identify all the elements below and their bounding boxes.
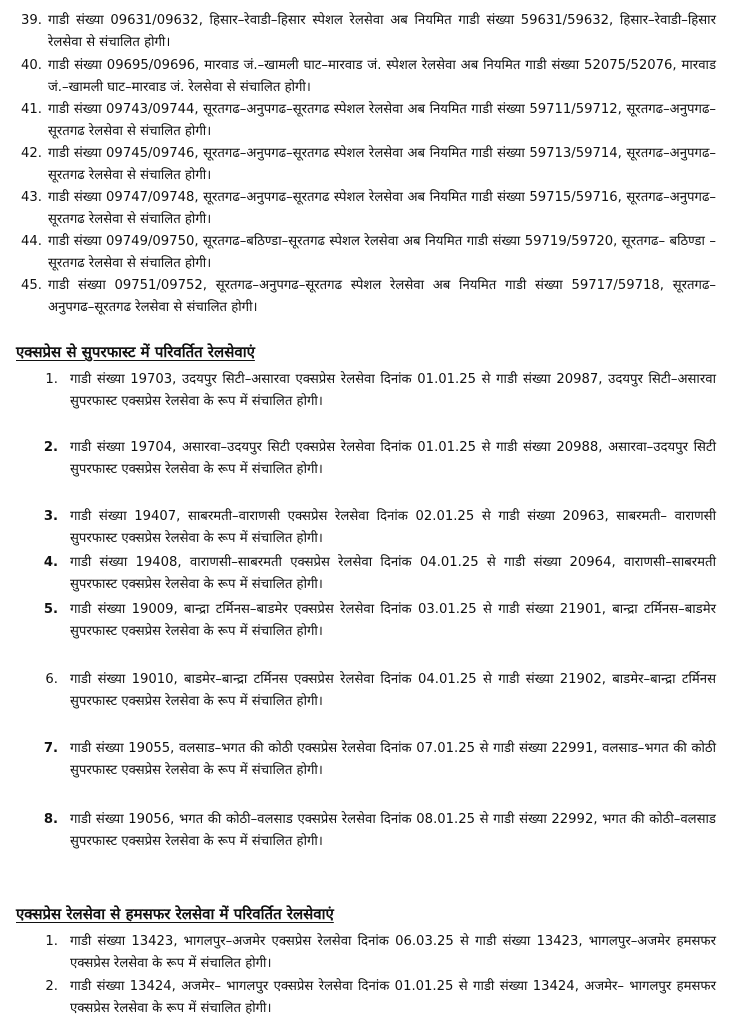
item-number: 42. bbox=[21, 146, 42, 161]
item-number: 40. bbox=[21, 58, 42, 73]
item-number: 2. bbox=[45, 979, 58, 994]
item-text: गाडी संख्या 09631/09632, हिसार–रेवाडी–हिसार स्पेशल रेलसेवा अब नियमित गाडी संख्या 59631/59632, हिसार–रेवाडी–हिसार रेलसेवा से संचालित होगी। bbox=[48, 13, 716, 50]
item-text: गाडी संख्या 09749/09750, सूरतगढ–बठिण्डा–सूरतगढ स्पेशल रेलसेवा अब नियमित गाडी संख्या 59719/59720, सूरतगढ– बठिण्डा –सूरतगढ रेलसेवा से संचालित होगी। bbox=[48, 234, 716, 271]
section-heading-superfast: एक्सप्रेस से सुपरफास्ट में परिवर्तित रेलसेवाएं bbox=[16, 343, 255, 361]
item-number: 43. bbox=[21, 190, 42, 205]
item-number: 39. bbox=[21, 13, 42, 28]
item-text: गाडी संख्या 09743/09744, सूरतगढ–अनुपगढ–सूरतगढ स्पेशल रेलसेवा अब नियमित गाडी संख्या 59711/59712, सूरतगढ–अनुपगढ–सूरतगढ रेलसेवा से संचालित होगी। bbox=[48, 102, 716, 139]
item-number: 7. bbox=[43, 741, 58, 756]
item-number: 4. bbox=[43, 555, 58, 570]
item-text: गाडी संख्या 09745/09746, सूरतगढ–अनुपगढ–सूरतगढ स्पेशल रेलसेवा अब नियमित गाडी संख्या 59713/59714, सूरतगढ–अनुपगढ–सूरतगढ रेलसेवा से संचालित होगी। bbox=[48, 146, 716, 183]
item-number: 45. bbox=[21, 278, 42, 293]
item-text: गाडी संख्या 19010, बाडमेर–बान्द्रा टर्मिनस एक्सप्रेस रेलसेवा दिनांक 04.01.25 से गाडी संख्या 21902, बाडमेर–बान्द्रा टर्मिनस सुपरफास्ट एक्सप्रेस रेलसेवा के रूप में संचालित होगी। bbox=[70, 672, 716, 709]
item-text: गाडी संख्या 19055, वलसाड–भगत की कोठी एक्सप्रेस रेलसेवा दिनांक 07.01.25 से गाडी संख्या 22991, वलसाड–भगत की कोठी सुपरफास्ट एक्सप्रेस रेलसेवा के रूप में संचालित होगी। bbox=[70, 741, 716, 778]
item-number: 6. bbox=[45, 672, 58, 687]
item-number: 8. bbox=[43, 812, 58, 827]
item-number: 44. bbox=[21, 234, 42, 249]
item-text: गाडी संख्या 19009, बान्द्रा टर्मिनस–बाडमेर एक्सप्रेस रेलसेवा दिनांक 03.01.25 से गाडी संख्या 21901, बान्द्रा टर्मिनस–बाडमेर सुपरफास्ट एक्सप्रेस रेलसेवा के रूप में संचालित होगी। bbox=[70, 602, 716, 639]
item-text: गाडी संख्या 19703, उदयपुर सिटी–असारवा एक्सप्रेस रेलसेवा दिनांक 01.01.25 से गाडी संख्या 20987, उदयपुर सिटी–असारवा सुपरफास्ट एक्सप्रेस रेलसेवा के रूप में संचालित होगी। bbox=[70, 372, 716, 409]
item-text: गाडी संख्या 13423, भागलपुर–अजमेर एक्सप्रेस रेलसेवा दिनांक 06.03.25 से गाडी संख्या 13423, भागलपुर–अजमेर हमसफर एक्सप्रेस रेलसेवा के रूप में संचालित होगी। bbox=[70, 934, 716, 971]
item-number: 3. bbox=[43, 509, 58, 524]
item-number: 5. bbox=[43, 602, 58, 617]
item-text: गाडी संख्या 09751/09752, सूरतगढ–अनुपगढ–सूरतगढ स्पेशल रेलसेवा अब नियमित गाडी संख्या 59717/59718, सूरतगढ– अनुपगढ–सूरतगढ रेलसेवा से संचालित होगी। bbox=[48, 278, 716, 315]
item-number: 1. bbox=[45, 934, 58, 949]
item-number: 1. bbox=[45, 372, 58, 387]
item-text: गाडी संख्या 19056, भगत की कोठी–वलसाड एक्सप्रेस रेलसेवा दिनांक 08.01.25 से गाडी संख्या 22992, भगत की कोठी–वलसाड सुपरफास्ट एक्सप्रेस रेलसेवा के रूप में संचालित होगी। bbox=[70, 812, 716, 849]
item-text: गाडी संख्या 09747/09748, सूरतगढ–अनुपगढ–सूरतगढ स्पेशल रेलसेवा अब नियमित गाडी संख्या 59715/59716, सूरतगढ–अनुपगढ–सूरतगढ रेलसेवा से संचालित होगी। bbox=[48, 190, 716, 227]
item-text: गाडी संख्या 19704, असारवा–उदयपुर सिटी एक्सप्रेस रेलसेवा दिनांक 01.01.25 से गाडी संख्या 20988, असारवा–उदयपुर सिटी सुपरफास्ट एक्सप्रेस रेलसेवा के रूप में संचालित होगी। bbox=[70, 440, 716, 477]
item-text: गाडी संख्या 13424, अजमेर– भागलपुर एक्सप्रेस रेलसेवा दिनांक 01.01.25 से गाडी संख्या 13424, अजमेर– भागलपुर हमसफर एक्सप्रेस रेलसेवा के रूप में संचालित होगी। bbox=[70, 979, 716, 1016]
item-text: गाडी संख्या 19408, वाराणसी–साबरमती एक्सप्रेस रेलसेवा दिनांक 04.01.25 से गाडी संख्या 20964, वाराणसी–साबरमती सुपरफास्ट एक्सप्रेस रेलसेवा के रूप में संचालित होगी। bbox=[70, 555, 716, 592]
item-number: 41. bbox=[21, 102, 42, 117]
section-heading-humsafar: एक्सप्रेस रेलसेवा से हमसफर रेलसेवा में परिवर्तित रेलसेवाएं bbox=[16, 905, 334, 923]
item-text: गाडी संख्या 19407, साबरमती–वाराणसी एक्सप्रेस रेलसेवा दिनांक 02.01.25 से गाडी संख्या 20963, साबरमती– वाराणसी सुपरफास्ट एक्सप्रेस रेलसेवा के रूप में संचालित होगी। bbox=[70, 509, 716, 546]
item-text: गाडी संख्या 09695/09696, मारवाड जं.–खामली घाट–मारवाड जं. स्पेशल रेलसेवा अब नियमित गाडी संख्या 52075/52076, मारवाड जं.–खामली घाट–मारवाड जं. रेलसेवा से संचालित होगी। bbox=[48, 58, 716, 95]
item-number: 2. bbox=[43, 440, 58, 455]
